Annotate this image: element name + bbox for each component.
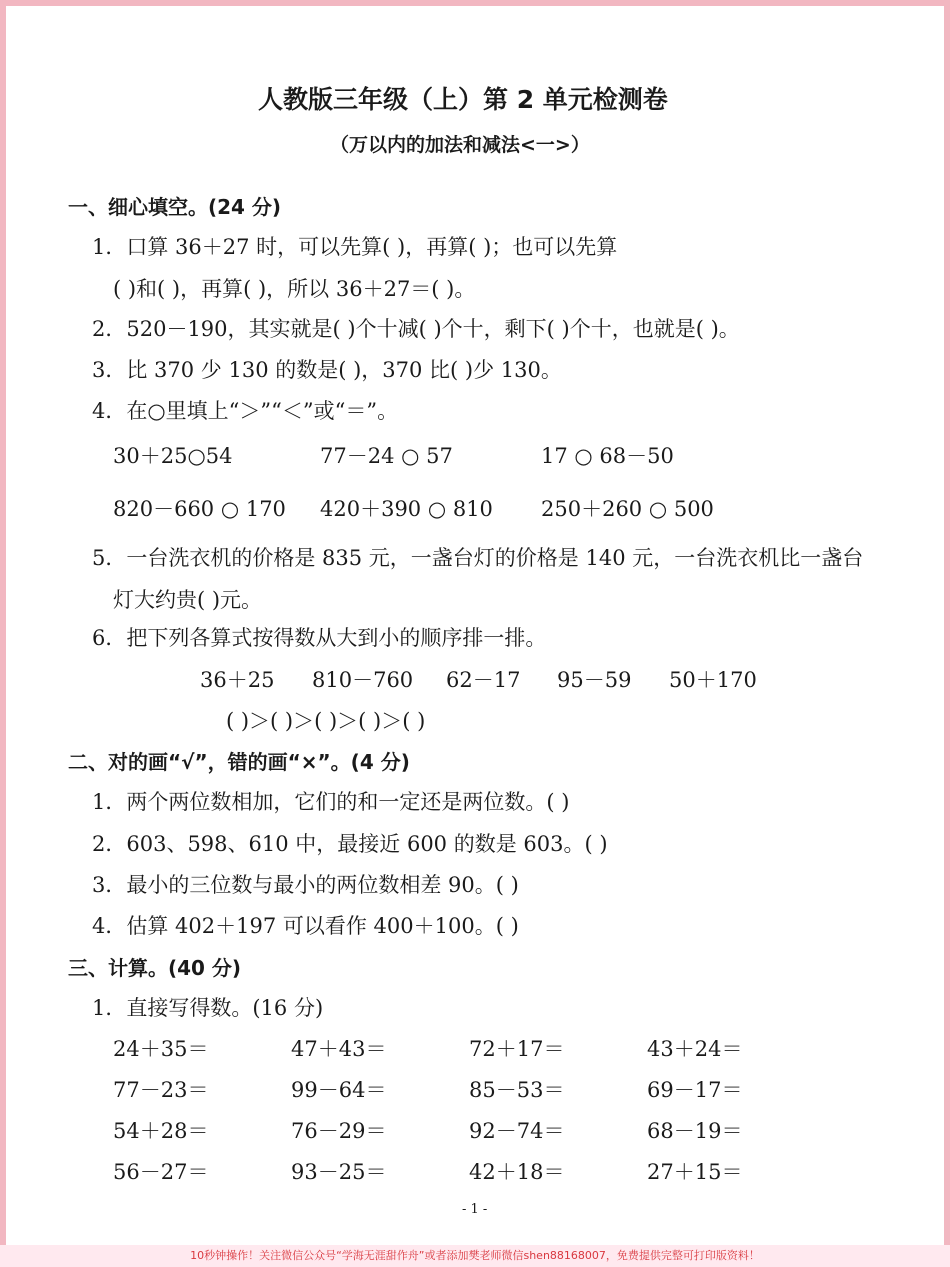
question-6: 6．把下列各算式按得数从大到小的顺序排一排。 xyxy=(92,626,547,650)
compare-item: 250＋260 ○ 500 xyxy=(541,497,714,521)
compare-item: 30＋25○54 xyxy=(113,444,233,468)
calc-item: 54＋28＝ xyxy=(113,1119,209,1143)
calc-item: 77－23＝ xyxy=(113,1078,209,1102)
calc-item: 69－17＝ xyxy=(647,1078,743,1102)
calc-item: 72＋17＝ xyxy=(469,1037,565,1061)
calc-item: 27＋15＝ xyxy=(647,1160,743,1184)
question-3: 3．比 370 少 130 的数是( )，370 比( )少 130。 xyxy=(92,358,562,382)
footer-banner: 10秒钟操作！关注微信公众号“学海无涯甜作舟”或者添加樊老师微信shen88168007，免费提供完整可打印版资料！ xyxy=(0,1245,950,1267)
judge-item: 4．估算 402＋197 可以看作 400＋100。( ) xyxy=(92,914,519,938)
calc-item: 93－25＝ xyxy=(291,1160,387,1184)
section-1-heading: 一、细心填空。(24 分) xyxy=(68,195,282,219)
calc-item: 68－19＝ xyxy=(647,1119,743,1143)
order-answer-line: ( )＞( )＞( )＞( )＞( ) xyxy=(226,709,426,733)
page-title: 人教版三年级（上）第 2 单元检测卷 xyxy=(258,85,668,114)
question-4: 4．在○里填上“＞”“＜”或“＝”。 xyxy=(92,399,399,423)
question-5-line-1: 5．一台洗衣机的价格是 835 元，一盏台灯的价格是 140 元，一台洗衣机比一盏台 xyxy=(92,546,864,570)
question-5-line-2: 灯大约贵( )元。 xyxy=(113,588,263,612)
calc-item: 56－27＝ xyxy=(113,1160,209,1184)
page-number: - 1 - xyxy=(462,1202,488,1217)
order-expression: 36＋25 xyxy=(200,668,275,692)
compare-item: 420＋390 ○ 810 xyxy=(320,497,493,521)
calc-item: 85－53＝ xyxy=(469,1078,565,1102)
calc-item: 42＋18＝ xyxy=(469,1160,565,1184)
calc-item: 47＋43＝ xyxy=(291,1037,387,1061)
judge-item: 1．两个两位数相加，它们的和一定还是两位数。( ) xyxy=(92,790,570,814)
calc-item: 43＋24＝ xyxy=(647,1037,743,1061)
judge-item: 3．最小的三位数与最小的两位数相差 90。( ) xyxy=(92,873,519,897)
order-expression: 810－760 xyxy=(312,668,414,692)
compare-item: 820－660 ○ 170 xyxy=(113,497,286,521)
question-2: 2．520－190，其实就是( )个十减( )个十，剩下( )个十，也就是( )。 xyxy=(92,317,740,341)
order-expression: 62－17 xyxy=(446,668,521,692)
compare-item: 17 ○ 68－50 xyxy=(541,444,674,468)
calc-item: 99－64＝ xyxy=(291,1078,387,1102)
page-subtitle: （万以内的加法和减法<一>） xyxy=(330,134,590,156)
question-1-line-1: 1．口算 36＋27 时，可以先算( )，再算( )；也可以先算 xyxy=(92,235,618,259)
calc-item: 24＋35＝ xyxy=(113,1037,209,1061)
order-expression: 95－59 xyxy=(557,668,632,692)
calc-item: 92－74＝ xyxy=(469,1119,565,1143)
question-1-line-2: ( )和( )，再算( )，所以 36＋27＝( )。 xyxy=(113,277,476,301)
section-3-heading: 三、计算。(40 分) xyxy=(68,956,242,980)
order-expression: 50＋170 xyxy=(669,668,757,692)
section-2-heading: 二、对的画“√”，错的画“×”。(4 分) xyxy=(68,750,410,774)
calc-sub-heading: 1．直接写得数。(16 分) xyxy=(92,996,324,1020)
calc-item: 76－29＝ xyxy=(291,1119,387,1143)
judge-item: 2．603、598、610 中，最接近 600 的数是 603。( ) xyxy=(92,832,608,856)
compare-item: 77－24 ○ 57 xyxy=(320,444,453,468)
